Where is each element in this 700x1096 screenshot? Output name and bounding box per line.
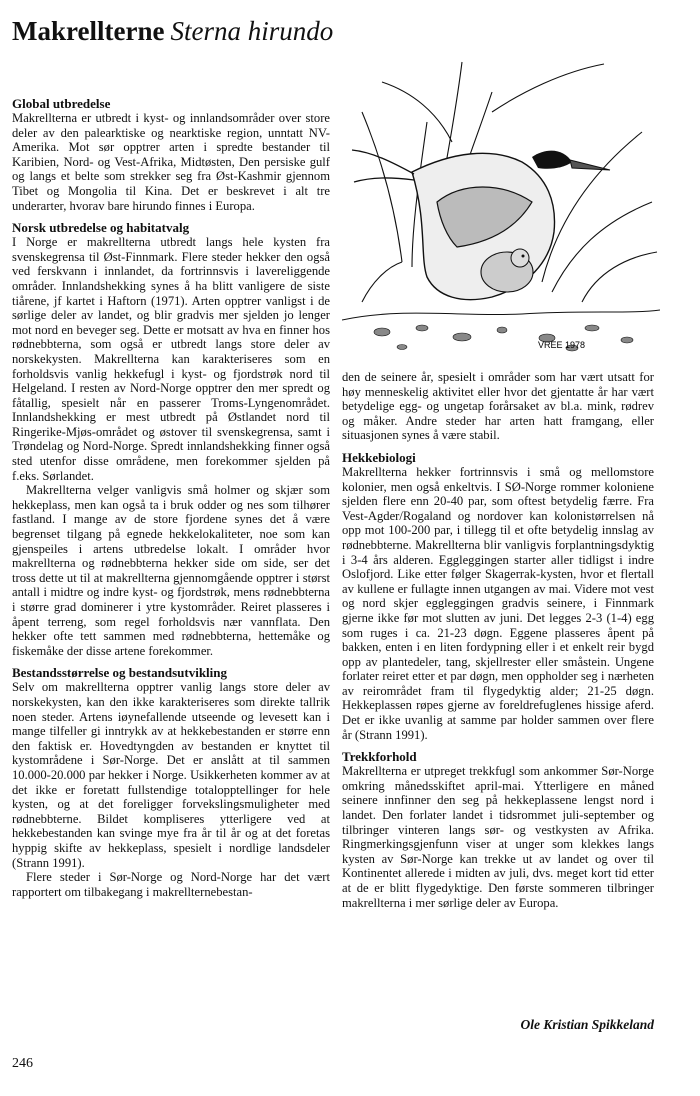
artist-signature: VREE 1978 <box>538 340 586 350</box>
heading-migration: Trekkforhold <box>342 749 417 765</box>
paragraph-migration: Makrellterna er utpreget trekkfugl som ankommer Sør-Norge omkring månedsskiftet april-mai. Ytterligere en måned seinere innfinner den seg på hekkeplassene lengst nord i landet. Den forlater landet i tidsrommet juli-september og tilbringer vinteren langs sør- og vestkysten av Afrika. Ringmerkingsgjenfunn viser at unger som klekkes langs kysten av Sør-Norge kan trekke ut av landet og over til Kontinentet allerede i midten av juli, dvs. meget kort tid etter at de er blitt flygedyktige. Den første sommeren tilbringer makrellterna i mer sørlige deler av Europa. <box>342 764 654 910</box>
heading-global-distribution: Global utbredelse <box>12 96 111 111</box>
title-latin-name: Sterna hirundo <box>170 16 334 46</box>
page-title <box>12 14 333 48</box>
paragraph-population-2: Flere steder i Sør-Norge og Nord-Norge har det vært rapportert om tilbakegang i makrellternebestan- <box>12 870 330 899</box>
paragraph-population-1: Selv om makrellterna opptrer vanlig langs store deler av norskekysten, kan den ikke karakteriseres som direkte tallrik noen steder. Artens iøynefallende utseende og levesett kan i mange tilfeller gi inntrykk av at hekkebestanden er større enn den faktisk er. Hovedtyngden av bestanden er knyttet til kystområdene i Sør-Norge. Det er anslått at til sammen 10.000-20.000 par hekker i Norge. Usikkerheten kommer av at det ikke er foretatt fullstendige totalopptellinger for hele kysten, og at det foreligger forvekslingsmuligheter med rødnebbterne. Bildet kompliseres ytterligere ved at hekkebestanden kan svinge mye fra år til år og at det foretas hyppig skifte av hekkeplass, spesielt i nordlige landsdeler (Strann 1991). <box>12 680 330 870</box>
page-number: 246 <box>12 1056 33 1071</box>
left-column <box>12 96 330 899</box>
paragraph-norwegian-distribution-2: Makrellterna velger vanligvis små holmer og skjær som hekkeplass, men kan også ta i bruk odder og nes som tilhører fastland. I mange av de store fjordene synes det å være begrenset tilgang på egnede hekkelokaliteter, noe som kan gjenspeiles i artens utbredelse lokalt. I områder hvor makrellterna og rødnebbterna hekker side om side, ser det tross dette ut til at makrellterna gjennomgående opptrer i størst antall i midtre og indre kyst- og fjordstrøk, mens rødnebbterna i større grad dominerer i ytre kystområder. Reiret plasseres i åpent terreng, som regel forholdsvis nær vannflata. Den hekker ofte tett sammen med rødnebbterna, hettemåke og fiskemåke der disse artene forekommer. <box>12 483 330 658</box>
heading-population: Bestandsstørrelse og bestandsutvikling <box>12 665 228 681</box>
paragraph-norwegian-distribution-1: I Norge er makrellterna utbredt langs hele kysten fra svenskegrensa til Øst-Finnmark. Flere steder hekker den også ved ferskvann i innlandet, da fortrinnsvis i lavereliggende områder. Innlandshekking synes å ha blitt vanligere de siste tiårene, jf kartet i Haftorn (1971). Arten opptrer vanligst i de sørlige deler av landet, og blir gradvis mer sjelden jo lenger mot nord en beveger seg. Dette er motsatt av hva en finner hos rødnebbterna, som også er utbredt langs store deler av norskekysten. Makrellterna kan karakteriseres som en forholdsvis vanlig hekkefugl i kyst- og fjordstrøk nord til Helgeland. I resten av Nord-Norge opptrer den mer spredt og fåtallig, spesielt når en passerer Troms-Lyngenområdet. Innlandshekking er mest utbredt på Østlandet nord til Ringerike-Mjøs-området og østover til svenskegrensa, samt i Trøndelag og Nord-Norge. Spredt innlandshekking finner også sted utenfor disse områdene, men forekommer sjelden på f.eks. Sørlandet. <box>12 235 330 483</box>
paragraph-breeding-biology: Makrellterna hekker fortrinnsvis i små og mellomstore kolonier, men også enkeltvis. I SØ-Norge rommer koloniene sjelden flere enn 20-40 par, som oftest betydelig færre. Fra Vest-Agder/Rogaland og nordover kan kolonistørrelsen nå opp mot 100-200 par, i tillegg til et ofte betydelig innslag av rødnebbterne. Makrellterna blir vanligvis forplantningsdyktig i 3-4 års alderen. Eggleggingen starter aller tidligst i indre Oslofjord. Like etter følger Skagerrak-kysten, hvor et flertall av kullene er fullagte innen utgangen av mai. Videre mot vest og nord skjer eggleggingen gradvis seinere, i Finnmark gjerne ikke før mot slutten av juni. Det legges 2-3 (1-4) egg som ruges i ca. 21-23 døgn. Eggene plasseres åpent på bakken, enten i en liten fordypning eller i et enkelt reir bygd opp av plantedeler, tang, skjellrester eller småstein. Ungene forlater reiret etter et par døgn, men oppholder seg i nærheten av reirområdet fram til flygedyktig alder; 21-25 døgn. Hekkeplassen røpes gjerne av foreldrefuglenes hissige aferd. Det er ikke uvanlig at samme par holder sammen over flere år (Strann 1991). <box>342 464 654 742</box>
author-name: Ole Kristian Spikkeland <box>520 1017 654 1032</box>
heading-norwegian-distribution: Norsk utbredelse og habitatvalg <box>12 220 190 236</box>
tern-illustration <box>342 52 660 360</box>
paragraph-global-distribution: Makrellterna er utbredt i kyst- og innlandsområder over store deler av den palearktiske og nearktiske region, unntatt NV-Amerika. Mot sør opptrer arten i spredte bestander til Karibien, Nord- og Vest-Afrika, Midtøsten, Den persiske gulf og langs et belte som strekker seg fra Øst-Kashmir gjennom Tibet og Mongolia til Kina. Det er beskrevet i alt tre underarter, hvorav bare hirundo finnes i Europa. <box>12 111 330 213</box>
heading-breeding-biology: Hekkebiologi <box>342 449 416 465</box>
paragraph-population-continued: den de seinere år, spesielt i områder som har vært utsatt for høy menneskelig aktivitet eller hvor det gjentatte år har vært betydelige egg- og ungetap forårsaket av bl.a. mink, rødrev og måker. Andre steder har arten hatt framgang, eller situasjonen synes å være stabil. <box>342 370 654 443</box>
tern-drawing <box>342 52 660 360</box>
title-common-name: Makrellterne <box>12 16 165 46</box>
right-column <box>342 370 654 910</box>
